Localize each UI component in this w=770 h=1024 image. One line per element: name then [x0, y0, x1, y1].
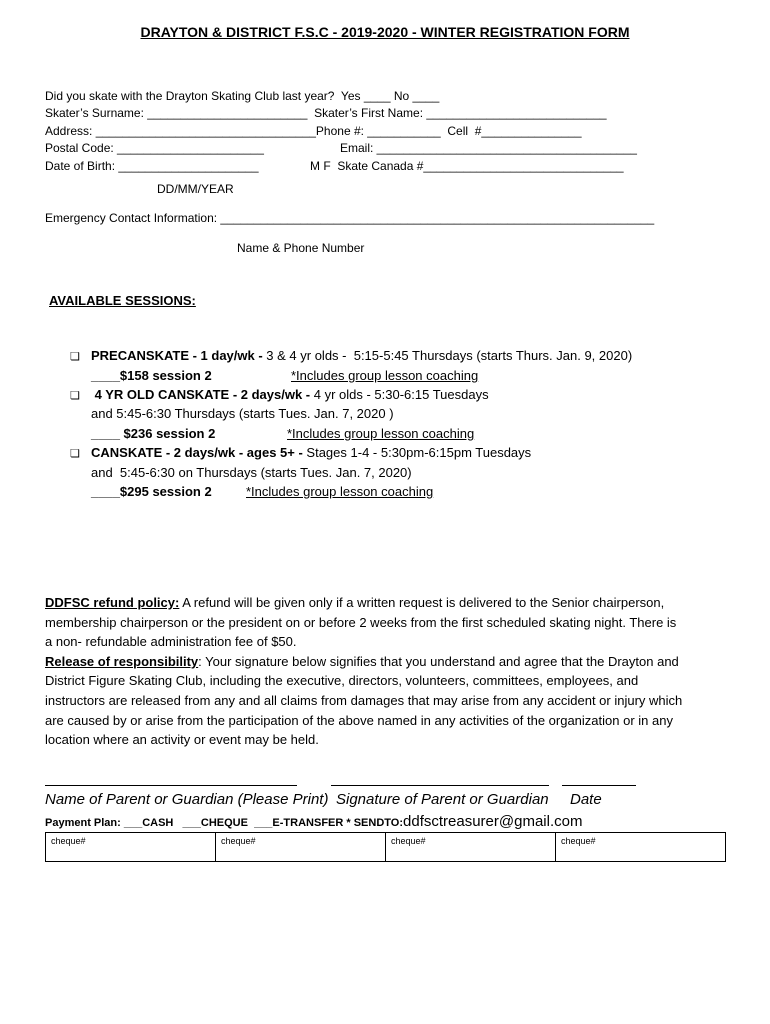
- address-phone-fields[interactable]: Address: _________________________________Phone #: ___________ Cell #_______________: [45, 124, 582, 138]
- sessions-heading: AVAILABLE SESSIONS:: [49, 293, 196, 308]
- session-description-continued: and 5:45-6:30 on Thursdays (starts Tues. Jan. 7, 2020): [91, 465, 412, 480]
- session-description: 4 yr olds - 5:30-6:15 Tuesdays: [313, 387, 489, 402]
- session-note: *Includes group lesson coaching: [291, 368, 479, 383]
- cheque-cell[interactable]: cheque#: [46, 833, 216, 862]
- cheque-cell[interactable]: cheque#: [556, 833, 726, 862]
- parent-name-label: Name of Parent or Guardian (Please Print): [45, 791, 329, 808]
- session-note: *Includes group lesson coaching: [246, 484, 434, 499]
- cheque-cell[interactable]: cheque#: [386, 833, 556, 862]
- session-name: CANSKATE - 2 days/wk - ages 5+ -: [91, 445, 307, 460]
- session-price[interactable]: ____$295 session 2: [91, 484, 212, 499]
- skater-name-fields[interactable]: Skater’s Surname: ________________________ Skater’s First Name: ___________________________: [45, 106, 607, 120]
- parent-signature-label: Signature of Parent or Guardian: [336, 791, 549, 808]
- checkbox-icon[interactable]: ❏: [70, 448, 80, 460]
- checkbox-icon[interactable]: ❏: [70, 390, 80, 402]
- cheque-row: [46, 833, 726, 862]
- date-of-birth-field[interactable]: Date of Birth: _____________________: [45, 159, 259, 173]
- parent-signature-line[interactable]: [331, 785, 549, 786]
- parent-name-line[interactable]: [45, 785, 297, 786]
- skate-canada-field[interactable]: M F Skate Canada #______________________________: [310, 159, 624, 173]
- session-name: 4 YR OLD CANSKATE - 2 days/wk -: [91, 387, 314, 402]
- session-precanskate: [91, 348, 632, 363]
- policy-text: [45, 593, 685, 750]
- refund-policy-text: A refund will be given only if a written request is delivered to the Senior chairperson, membership chairperson or the president on or before 2 weeks from the first scheduled skating night. There is a non- refundable administration fee of $50.: [45, 595, 677, 650]
- release-text: : Your signature below signifies that you understand and agree that the Drayton and District Figure Skating Club, including the executive, directors, volunteers, committees, employees, and instructors are released from any and all claims from damages that may arise from any accident or injury which are caused by or arise from the participation of the above named in any activities of the organization or in any location where an activity or event may be held.: [45, 653, 683, 748]
- payment-plan-label[interactable]: Payment Plan: ___CASH ___CHEQUE ___E-TRANSFER * SENDTO:: [45, 817, 404, 829]
- refund-policy-heading: DDFSC refund policy:: [45, 595, 180, 610]
- session-canskate: [91, 445, 531, 460]
- last-year-question[interactable]: Did you skate with the Drayton Skating Club last year? Yes ____ No ____: [45, 89, 440, 103]
- cheque-cell[interactable]: cheque#: [216, 833, 386, 862]
- emergency-contact-hint: Name & Phone Number: [237, 241, 365, 255]
- postal-code-field[interactable]: Postal Code: ______________________: [45, 141, 264, 155]
- session-note: *Includes group lesson coaching: [287, 426, 475, 441]
- session-price[interactable]: ____ $236 session 2: [91, 426, 216, 441]
- session-price[interactable]: ____$158 session 2: [91, 368, 212, 383]
- date-label: Date: [570, 791, 602, 808]
- session-description: Stages 1-4 - 5:30pm-6:15pm Tuesdays: [306, 445, 532, 460]
- checkbox-icon[interactable]: ❏: [70, 351, 80, 363]
- session-description-continued: and 5:45-6:30 Thursdays (starts Tues. Jan. 7, 2020 ): [91, 406, 394, 421]
- release-heading: Release of responsibility: [45, 653, 199, 669]
- payment-plan: [45, 813, 582, 830]
- emergency-contact-field[interactable]: Emergency Contact Information: _________________________________________________________________: [45, 211, 655, 225]
- session-4yr-canskate: [91, 387, 489, 402]
- treasurer-email: ddfsctreasurer@gmail.com: [403, 813, 583, 830]
- cheque-table: [45, 832, 726, 862]
- email-field[interactable]: Email: _______________________________________: [340, 141, 637, 155]
- session-name: PRECANSKATE - 1 day/wk -: [91, 348, 267, 363]
- dob-format-hint: DD/MM/YEAR: [157, 182, 234, 196]
- date-line[interactable]: [562, 785, 636, 786]
- form-title: DRAYTON & DISTRICT F.S.C - 2019-2020 - WINTER REGISTRATION FORM: [140, 24, 630, 40]
- session-description: 3 & 4 yr olds - 5:15-5:45 Thursdays (starts Thurs. Jan. 9, 2020): [266, 348, 633, 363]
